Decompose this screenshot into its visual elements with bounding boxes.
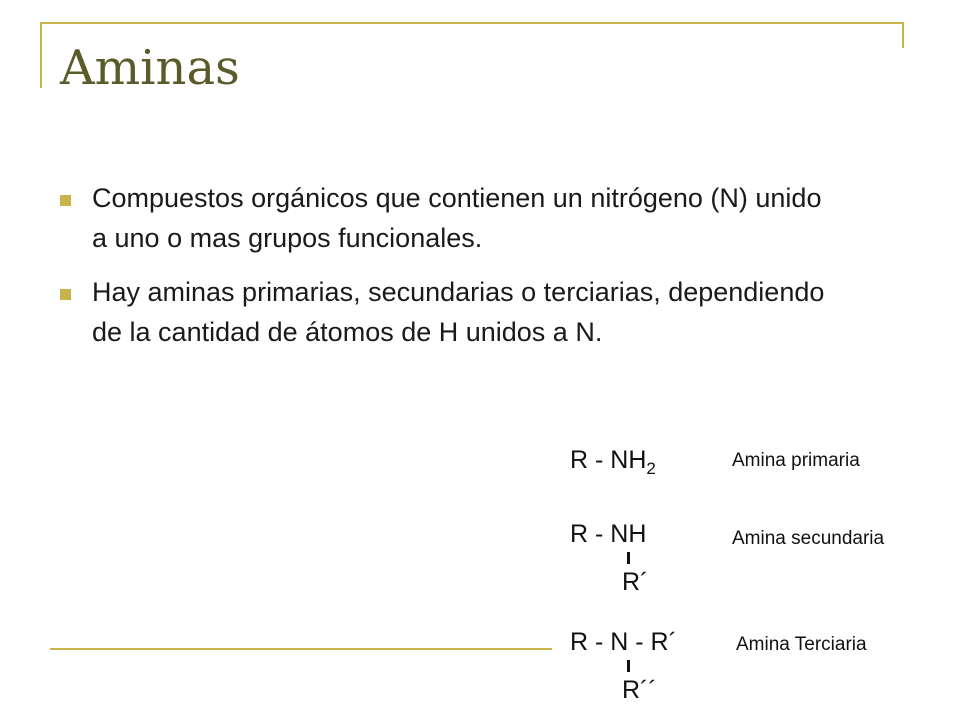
square-bullet-icon	[60, 289, 71, 300]
left-accent-line	[40, 22, 42, 88]
bullet-text: Hay aminas primarias, secundarias o terciarias, dependiendo de la cantidad de átomos de H unidos a N.	[92, 277, 825, 347]
primary-amine-label: Amina primaria	[732, 450, 860, 471]
square-bullet-icon	[60, 195, 71, 206]
secondary-amine-label: Amina secundaria	[732, 528, 885, 549]
tertiary-amine-label: Amina Terciaria	[736, 634, 867, 655]
secondary-amine-formula: R - NH	[570, 520, 647, 548]
tertiary-amine-formula: R - N - R´	[570, 628, 677, 656]
bottom-divider-line	[50, 648, 552, 650]
right-accent-line	[902, 22, 904, 48]
bullet-item	[60, 272, 840, 352]
primary-formula-text: R - NH	[570, 446, 647, 474]
secondary-amine-substituent: R´	[622, 568, 649, 596]
bullet-text: Compuestos orgánicos que contienen un nitrógeno (N) unido a uno o mas grupos funcionales.	[92, 183, 822, 253]
top-divider-line	[40, 22, 904, 24]
primary-formula-subscript: 2	[646, 459, 656, 478]
tertiary-vertical-bond	[627, 660, 630, 672]
slide-title: Aminas	[60, 40, 240, 96]
tertiary-amine-substituent: R´´	[622, 676, 657, 704]
primary-amine-formula	[570, 446, 656, 479]
bullet-item	[60, 178, 840, 258]
amine-structures	[560, 440, 940, 720]
bullet-list	[60, 178, 840, 366]
secondary-vertical-bond	[627, 552, 630, 564]
